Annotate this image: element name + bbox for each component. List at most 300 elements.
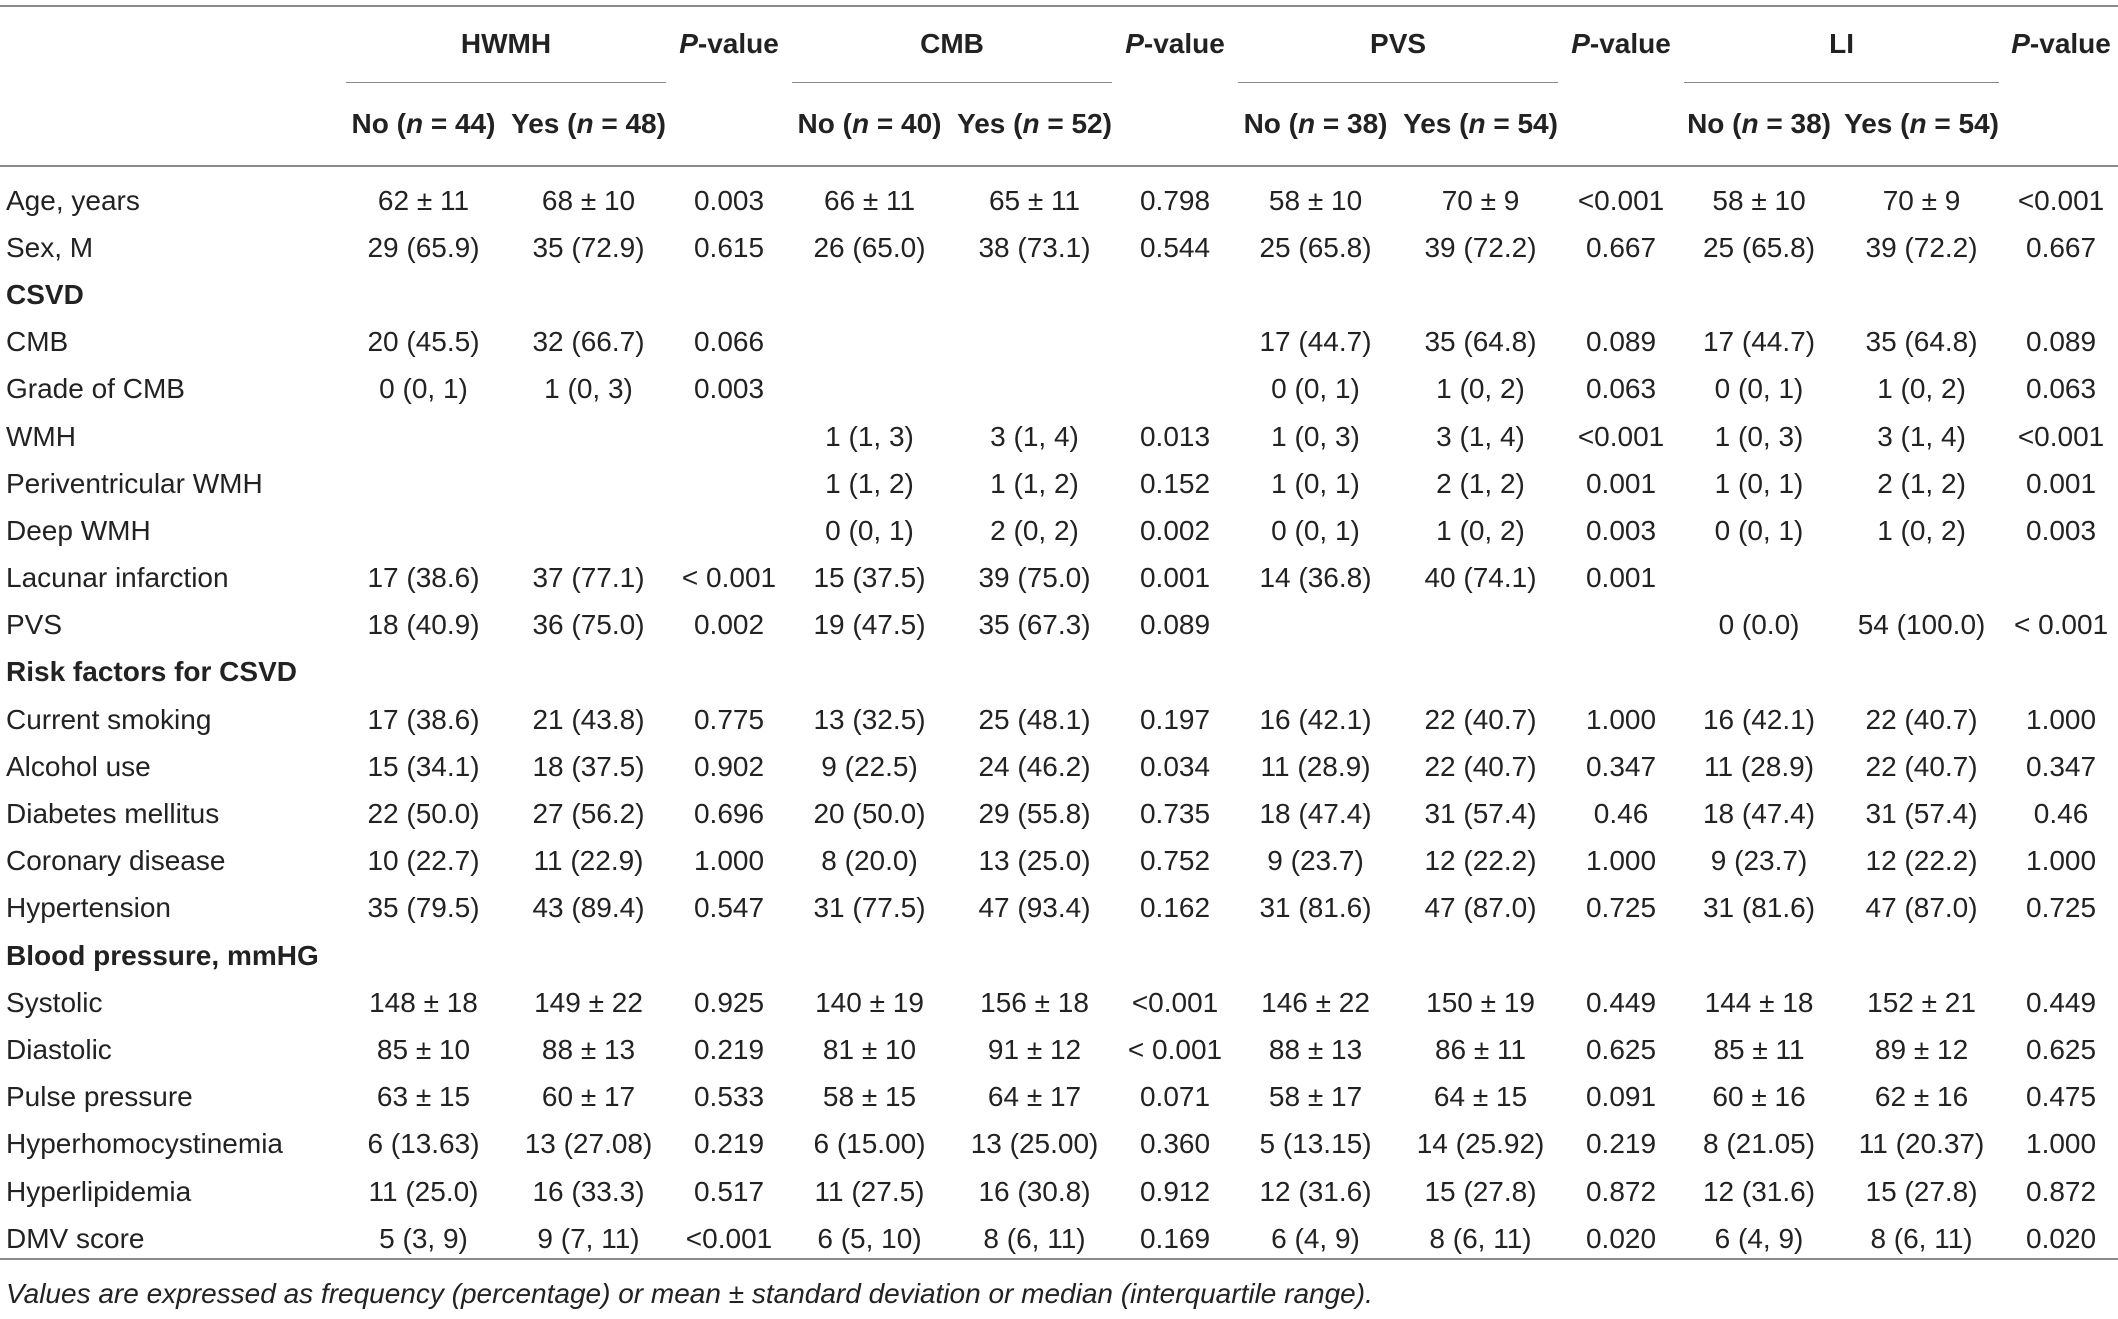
value-cell: 13 (25.00): [970, 1128, 1099, 1160]
value-cell: 10 (22.7): [367, 845, 480, 877]
value-cell: 14 (25.92): [1416, 1128, 1545, 1160]
pvalue-cell: [1117, 319, 1233, 366]
value-cell: 1 (0, 2): [1436, 514, 1525, 546]
pvalue-cell: [1117, 366, 1233, 413]
value-cell: 14 (36.8): [1259, 562, 1372, 594]
value-cell: 81 ± 10: [822, 1033, 917, 1065]
pvalue-cell: 0.775: [693, 703, 765, 735]
table-row: [0, 1168, 2118, 1215]
pvalue-cell: 0.219: [1585, 1128, 1657, 1160]
value-cell: 18 (40.9): [367, 609, 480, 641]
value-cell: 12 (22.2): [1424, 845, 1537, 877]
value-cell: [506, 507, 671, 554]
value-cell: 0 (0, 1): [1714, 514, 1804, 546]
value-cell: 16 (33.3): [532, 1175, 645, 1207]
value-cell: 6 (13.63): [367, 1128, 480, 1160]
pvalue-cell: 1.000: [2026, 1128, 2097, 1160]
value-cell: 65 ± 11: [988, 184, 1081, 216]
section-label: Blood pressure, mmHG: [6, 939, 319, 971]
value-cell: 31 (81.6): [1702, 892, 1816, 924]
value-cell: 13 (32.5): [813, 703, 926, 735]
value-cell: 39 (72.2): [1424, 231, 1537, 263]
pvalue-cell: 0.089: [1139, 609, 1211, 641]
value-cell: 17 (44.7): [1702, 326, 1816, 358]
table-row: [0, 696, 2118, 743]
pvalue-cell: 0.912: [1139, 1175, 1211, 1207]
pvalue-cell: 0.197: [1139, 703, 1211, 735]
value-cell: 140 ± 19: [815, 986, 924, 1018]
no-header: No (n = 40): [797, 108, 942, 139]
pvalue-cell: [1563, 602, 1679, 649]
value-cell: 29 (65.9): [367, 231, 480, 263]
row-label: Hyperhomocystinemia: [6, 1128, 283, 1160]
value-cell: 40 (74.1): [1424, 562, 1537, 594]
pvalue-cell: 0.034: [1139, 750, 1211, 782]
value-cell: 11 (22.9): [533, 845, 644, 877]
bottom-rule: [0, 1258, 2118, 1260]
value-cell: 146 ± 22: [1261, 986, 1370, 1018]
value-cell: [1679, 555, 1839, 602]
value-cell: 18 (47.4): [1259, 798, 1372, 830]
no-header: No (n = 38): [1687, 108, 1831, 139]
group-header-row: [0, 5, 2118, 83]
pvalue-cell: 0.544: [1139, 231, 1211, 263]
value-cell: 32 (66.7): [532, 326, 645, 358]
value-cell: 9 (22.5): [821, 750, 918, 782]
value-cell: 47 (93.4): [978, 892, 1091, 924]
value-cell: [341, 507, 506, 554]
pvalue-cell: 0.063: [1585, 373, 1657, 405]
value-cell: 11 (27.5): [814, 1175, 925, 1207]
row-label: DMV score: [6, 1222, 145, 1254]
value-cell: [787, 319, 952, 366]
pvalue-cell: 0.001: [1585, 562, 1657, 594]
table-row: [0, 885, 2118, 932]
pvalue-cell: <0.001: [1577, 184, 1665, 216]
value-cell: 36 (75.0): [532, 609, 645, 641]
pvalue-cell: 0.46: [1593, 798, 1649, 830]
group-header-pvs: PVS: [1233, 5, 1563, 83]
value-cell: 15 (34.1): [367, 750, 480, 782]
pvalue-cell: <0.001: [685, 1222, 773, 1254]
pvalue-cell: 0.219: [693, 1033, 765, 1065]
value-cell: [1398, 602, 1563, 649]
value-cell: 9 (23.7): [1267, 845, 1364, 877]
value-cell: 16 (30.8): [978, 1175, 1091, 1207]
row-label: WMH: [6, 420, 76, 452]
value-cell: 11 (25.0): [368, 1175, 479, 1207]
value-cell: 19 (47.5): [813, 609, 926, 641]
value-cell: 144 ± 18: [1704, 986, 1814, 1018]
table-row: [0, 743, 2118, 790]
value-cell: 12 (31.6): [1702, 1175, 1816, 1207]
row-label: Systolic: [6, 986, 103, 1018]
yes-header: Yes (n = 54): [1844, 108, 1999, 139]
blank-header: [0, 5, 341, 83]
value-cell: 22 (40.7): [1865, 703, 1978, 735]
pvalue-cell: 0.725: [1585, 892, 1657, 924]
pvalue-cell: 0.071: [1139, 1081, 1211, 1113]
table-row: [0, 1215, 2118, 1262]
value-cell: 58 ± 10: [1712, 184, 1806, 216]
value-cell: 8 (20.0): [821, 845, 918, 877]
value-cell: 20 (45.5): [367, 326, 480, 358]
value-cell: 37 (77.1): [532, 562, 645, 594]
value-cell: 35 (79.5): [367, 892, 480, 924]
pvalue-header: P-value: [679, 28, 779, 59]
value-cell: 11 (28.9): [1260, 750, 1371, 782]
value-cell: 26 (65.0): [813, 231, 926, 263]
value-cell: 68 ± 10: [541, 184, 636, 216]
value-cell: [1233, 602, 1398, 649]
yes-header: Yes (n = 52): [957, 108, 1112, 139]
pvalue-cell: 0.003: [1585, 514, 1657, 546]
pvalue-header: P-value: [1571, 28, 1671, 59]
pvalue-cell: 0.872: [1585, 1175, 1657, 1207]
table-row: [0, 224, 2118, 271]
value-cell: 88 ± 13: [1268, 1033, 1363, 1065]
pvalue-cell: < 0.001: [1127, 1033, 1223, 1065]
value-cell: 5 (3, 9): [379, 1222, 468, 1254]
pvalue-cell: 0.001: [2026, 467, 2097, 499]
value-cell: 0 (0, 1): [1271, 373, 1360, 405]
value-cell: 62 ± 16: [1874, 1081, 1969, 1113]
value-cell: 66 ± 11: [823, 184, 916, 216]
pvalue-cell: 0.001: [1139, 562, 1211, 594]
value-cell: 12 (31.6): [1259, 1175, 1372, 1207]
pvalue-cell: 0.003: [693, 184, 765, 216]
value-cell: 9 (23.7): [1710, 845, 1808, 877]
value-cell: 1 (1, 3): [825, 420, 914, 452]
row-label: Current smoking: [6, 703, 212, 735]
value-cell: 152 ± 21: [1867, 986, 1976, 1018]
pvalue-cell: 1.000: [2026, 703, 2097, 735]
value-cell: 43 (89.4): [532, 892, 645, 924]
section-label: CSVD: [6, 278, 84, 310]
value-cell: 1 (1, 2): [990, 467, 1079, 499]
value-cell: 0 (0, 1): [1271, 514, 1360, 546]
value-cell: 58 ± 17: [1268, 1081, 1363, 1113]
table-row: [0, 1121, 2118, 1168]
row-label: Lacunar infarction: [6, 562, 229, 594]
table-body: [0, 166, 2118, 1262]
value-cell: 148 ± 18: [369, 986, 478, 1018]
value-cell: 0 (0.0): [1718, 609, 1800, 641]
table-row: [0, 979, 2118, 1026]
pvalue-cell: 0.547: [693, 892, 765, 924]
pvalue-cell: 0.002: [1139, 514, 1211, 546]
pvalue-cell: 0.020: [1585, 1222, 1657, 1254]
value-cell: 1 (1, 2): [825, 467, 914, 499]
value-cell: 3 (1, 4): [1877, 420, 1966, 452]
pvalue-cell: 0.625: [1585, 1033, 1657, 1065]
pvalue-cell: 0.925: [693, 986, 765, 1018]
value-cell: 31 (57.4): [1424, 798, 1537, 830]
pvalue-cell: 0.089: [1585, 326, 1657, 358]
value-cell: 3 (1, 4): [990, 420, 1079, 452]
pvalue-cell: [671, 507, 787, 554]
value-cell: 11 (20.37): [1858, 1128, 1985, 1160]
pvalue-cell: 0.066: [693, 326, 765, 358]
value-cell: 25 (65.8): [1702, 231, 1816, 263]
row-label: Deep WMH: [6, 514, 151, 546]
row-label: Periventricular WMH: [6, 467, 263, 499]
table-row: [0, 413, 2118, 460]
value-cell: 1 (0, 3): [544, 373, 633, 405]
value-cell: 1 (0, 1): [1271, 467, 1360, 499]
row-label: CMB: [6, 326, 69, 358]
value-cell: 16 (42.1): [1702, 703, 1816, 735]
value-cell: 70 ± 9: [1441, 184, 1520, 216]
pvalue-cell: 1.000: [2026, 845, 2097, 877]
row-label: Grade of CMB: [6, 373, 185, 405]
value-cell: 35 (67.3): [978, 609, 1091, 641]
pvalue-cell: 0.872: [2026, 1175, 2097, 1207]
value-cell: 17 (38.6): [367, 703, 480, 735]
group-header-cmb: CMB: [787, 5, 1117, 83]
value-cell: 89 ± 12: [1874, 1033, 1969, 1065]
value-cell: 2 (0, 2): [990, 514, 1079, 546]
no-header: No (n = 38): [1243, 108, 1388, 139]
pvalue-cell: 0.725: [2026, 892, 2097, 924]
table-row: [0, 838, 2118, 885]
pvalue-cell: 0.013: [1139, 420, 1211, 452]
table-row: [0, 1026, 2118, 1073]
row-label: Coronary disease: [6, 845, 226, 877]
value-cell: 86 ± 11: [1434, 1033, 1527, 1065]
value-cell: 31 (77.5): [813, 892, 926, 924]
value-cell: 12 (22.2): [1865, 845, 1978, 877]
pvalue-cell: <0.001: [2017, 184, 2105, 216]
value-cell: [952, 319, 1117, 366]
value-cell: 11 (28.9): [1704, 750, 1815, 782]
pvalue-cell: 0.219: [693, 1128, 765, 1160]
pvalue-cell: < 0.001: [2013, 609, 2109, 641]
value-cell: 8 (21.05): [1702, 1128, 1816, 1160]
value-cell: 29 (55.8): [978, 798, 1091, 830]
pvalue-cell: 0.169: [1139, 1222, 1211, 1254]
table-row: [0, 507, 2118, 554]
pvalue-cell: <0.001: [1131, 986, 1219, 1018]
value-cell: 64 ± 17: [987, 1081, 1082, 1113]
pvalue-cell: 0.360: [1139, 1128, 1211, 1160]
pvalue-cell: 0.162: [1139, 892, 1211, 924]
pvalue-cell: 0.46: [2033, 798, 2089, 830]
pvalue-cell: 0.625: [2026, 1033, 2097, 1065]
characteristics-table: [0, 5, 2118, 1262]
section-header-row: [0, 649, 2118, 696]
value-cell: 39 (75.0): [978, 562, 1091, 594]
value-cell: 6 (4, 9): [1271, 1222, 1360, 1254]
value-cell: 64 ± 15: [1433, 1081, 1528, 1113]
value-cell: 47 (87.0): [1865, 892, 1978, 924]
value-cell: 17 (44.7): [1259, 326, 1372, 358]
pvalue-cell: <0.001: [2017, 420, 2105, 452]
value-cell: 16 (42.1): [1259, 703, 1372, 735]
value-cell: 6 (5, 10): [817, 1222, 922, 1254]
value-cell: 1 (0, 1): [1714, 467, 1804, 499]
value-cell: 0 (0, 1): [1714, 373, 1804, 405]
pvalue-cell: 1.000: [693, 845, 765, 877]
pvalue-cell: 0.752: [1139, 845, 1211, 877]
value-cell: 156 ± 18: [980, 986, 1089, 1018]
pvalue-header: P-value: [1125, 28, 1225, 59]
section-header-row: [0, 932, 2118, 979]
pvalue-cell: [671, 460, 787, 507]
value-cell: 6 (4, 9): [1714, 1222, 1804, 1254]
value-cell: 58 ± 15: [822, 1081, 917, 1113]
value-cell: 60 ± 17: [541, 1081, 636, 1113]
value-cell: 149 ± 22: [534, 986, 643, 1018]
table-row: [0, 555, 2118, 602]
pvalue-cell: [671, 413, 787, 460]
value-cell: 5 (13.15): [1259, 1128, 1372, 1160]
row-label: Diabetes mellitus: [6, 798, 220, 830]
value-cell: 18 (37.5): [532, 750, 645, 782]
value-cell: 47 (87.0): [1424, 892, 1537, 924]
value-cell: 60 ± 16: [1712, 1081, 1806, 1113]
table-row: [0, 1074, 2118, 1121]
table-footnote: Values are expressed as frequency (percentage) or mean ± standard deviation or median (interquartile range).: [6, 1278, 1373, 1309]
value-cell: 3 (1, 4): [1436, 420, 1525, 452]
pvalue-cell: 0.735: [1139, 798, 1211, 830]
value-cell: 150 ± 19: [1426, 986, 1535, 1018]
value-cell: 24 (46.2): [978, 750, 1091, 782]
row-label: Hypertension: [6, 892, 171, 924]
row-label: PVS: [6, 609, 63, 641]
pvalue-cell: 1.000: [1585, 845, 1657, 877]
pvalue-cell: 0.001: [1585, 467, 1657, 499]
pvalue-cell: 0.615: [693, 231, 765, 263]
pvalue-cell: 0.798: [1139, 184, 1211, 216]
value-cell: [506, 460, 671, 507]
value-cell: 0 (0, 1): [379, 373, 468, 405]
value-cell: 35 (64.8): [1865, 326, 1978, 358]
pvalue-cell: 0.533: [693, 1081, 765, 1113]
value-cell: 85 ± 10: [376, 1033, 471, 1065]
pvalue-cell: 0.020: [2026, 1222, 2097, 1254]
value-cell: 35 (72.9): [532, 231, 645, 263]
table-row: [0, 602, 2118, 649]
value-cell: 9 (7, 11): [537, 1222, 640, 1254]
table-row: [0, 460, 2118, 507]
value-cell: 22 (50.0): [367, 798, 480, 830]
value-cell: 2 (1, 2): [1877, 467, 1966, 499]
pvalue-cell: 0.449: [1585, 986, 1657, 1018]
table-row: [0, 166, 2118, 224]
value-cell: 1 (0, 2): [1877, 373, 1966, 405]
value-cell: [341, 413, 506, 460]
value-cell: 1 (0, 2): [1436, 373, 1525, 405]
table-row: [0, 790, 2118, 837]
value-cell: 22 (40.7): [1865, 750, 1978, 782]
pvalue-cell: 0.002: [693, 609, 765, 641]
value-cell: 18 (47.4): [1702, 798, 1816, 830]
row-label: Diastolic: [6, 1033, 112, 1065]
pvalue-cell: 0.063: [2026, 373, 2097, 405]
value-cell: 54 (100.0): [1857, 609, 1986, 641]
pvalue-cell: 0.003: [2026, 514, 2097, 546]
yes-header: Yes (n = 54): [1403, 108, 1558, 139]
value-cell: 63 ± 15: [376, 1081, 471, 1113]
value-cell: 39 (72.2): [1865, 231, 1978, 263]
value-cell: 58 ± 10: [1268, 184, 1363, 216]
value-cell: 88 ± 13: [541, 1033, 636, 1065]
value-cell: 21 (43.8): [532, 703, 645, 735]
pvalue-cell: 0.667: [2026, 231, 2097, 263]
value-cell: 85 ± 11: [1713, 1033, 1805, 1065]
row-label: Alcohol use: [6, 750, 151, 782]
value-cell: 1 (0, 3): [1271, 420, 1360, 452]
value-cell: 27 (56.2): [532, 798, 645, 830]
pvalue-cell: [2004, 555, 2118, 602]
value-cell: [1839, 555, 2004, 602]
table-row: [0, 319, 2118, 366]
value-cell: [506, 413, 671, 460]
row-label: Age, years: [6, 184, 140, 216]
subgroup-header-row: [0, 83, 2118, 166]
value-cell: 22 (40.7): [1424, 703, 1537, 735]
value-cell: 91 ± 12: [987, 1033, 1082, 1065]
value-cell: [341, 460, 506, 507]
value-cell: 1 (0, 3): [1714, 420, 1804, 452]
value-cell: 25 (65.8): [1259, 231, 1372, 263]
group-header-li: LI: [1679, 5, 2004, 83]
pvalue-cell: 0.003: [693, 373, 765, 405]
value-cell: 8 (6, 11): [1429, 1222, 1532, 1254]
pvalue-cell: 0.347: [2026, 750, 2097, 782]
value-cell: [787, 366, 952, 413]
pvalue-cell: 0.091: [1585, 1081, 1657, 1113]
value-cell: 15 (37.5): [813, 562, 926, 594]
pvalue-header: P-value: [2011, 28, 2111, 59]
pvalue-cell: 1.000: [1585, 703, 1657, 735]
table-row: [0, 366, 2118, 413]
value-cell: 15 (27.8): [1865, 1175, 1978, 1207]
pvalue-cell: <0.001: [1577, 420, 1665, 452]
pvalue-cell: 0.449: [2026, 986, 2097, 1018]
value-cell: 35 (64.8): [1424, 326, 1537, 358]
value-cell: 13 (27.08): [524, 1128, 653, 1160]
pvalue-cell: 0.667: [1585, 231, 1657, 263]
pvalue-cell: 0.347: [1585, 750, 1657, 782]
pvalue-cell: 0.475: [2026, 1081, 2097, 1113]
value-cell: 6 (15.00): [813, 1128, 926, 1160]
no-header: No (n = 44): [351, 108, 496, 139]
row-label: Sex, M: [6, 231, 94, 263]
pvalue-cell: 0.089: [2026, 326, 2097, 358]
pvalue-cell: < 0.001: [681, 562, 777, 594]
value-cell: 8 (6, 11): [983, 1222, 1086, 1254]
row-label: Pulse pressure: [6, 1081, 193, 1113]
value-cell: 0 (0, 1): [825, 514, 914, 546]
group-header-hwmh: HWMH: [341, 5, 671, 83]
pvalue-cell: 0.696: [693, 798, 765, 830]
pvalue-cell: 0.152: [1139, 467, 1211, 499]
value-cell: 62 ± 11: [377, 184, 470, 216]
pvalue-cell: 0.902: [693, 750, 765, 782]
value-cell: 70 ± 9: [1882, 184, 1961, 216]
value-cell: 25 (48.1): [978, 703, 1091, 735]
row-label: Hyperlipidemia: [6, 1175, 192, 1207]
value-cell: [952, 366, 1117, 413]
value-cell: 31 (57.4): [1865, 798, 1978, 830]
section-header-row: [0, 271, 2118, 318]
value-cell: 8 (6, 11): [1870, 1222, 1973, 1254]
value-cell: 13 (25.0): [978, 845, 1091, 877]
value-cell: 38 (73.1): [978, 231, 1091, 263]
value-cell: 31 (81.6): [1259, 892, 1372, 924]
